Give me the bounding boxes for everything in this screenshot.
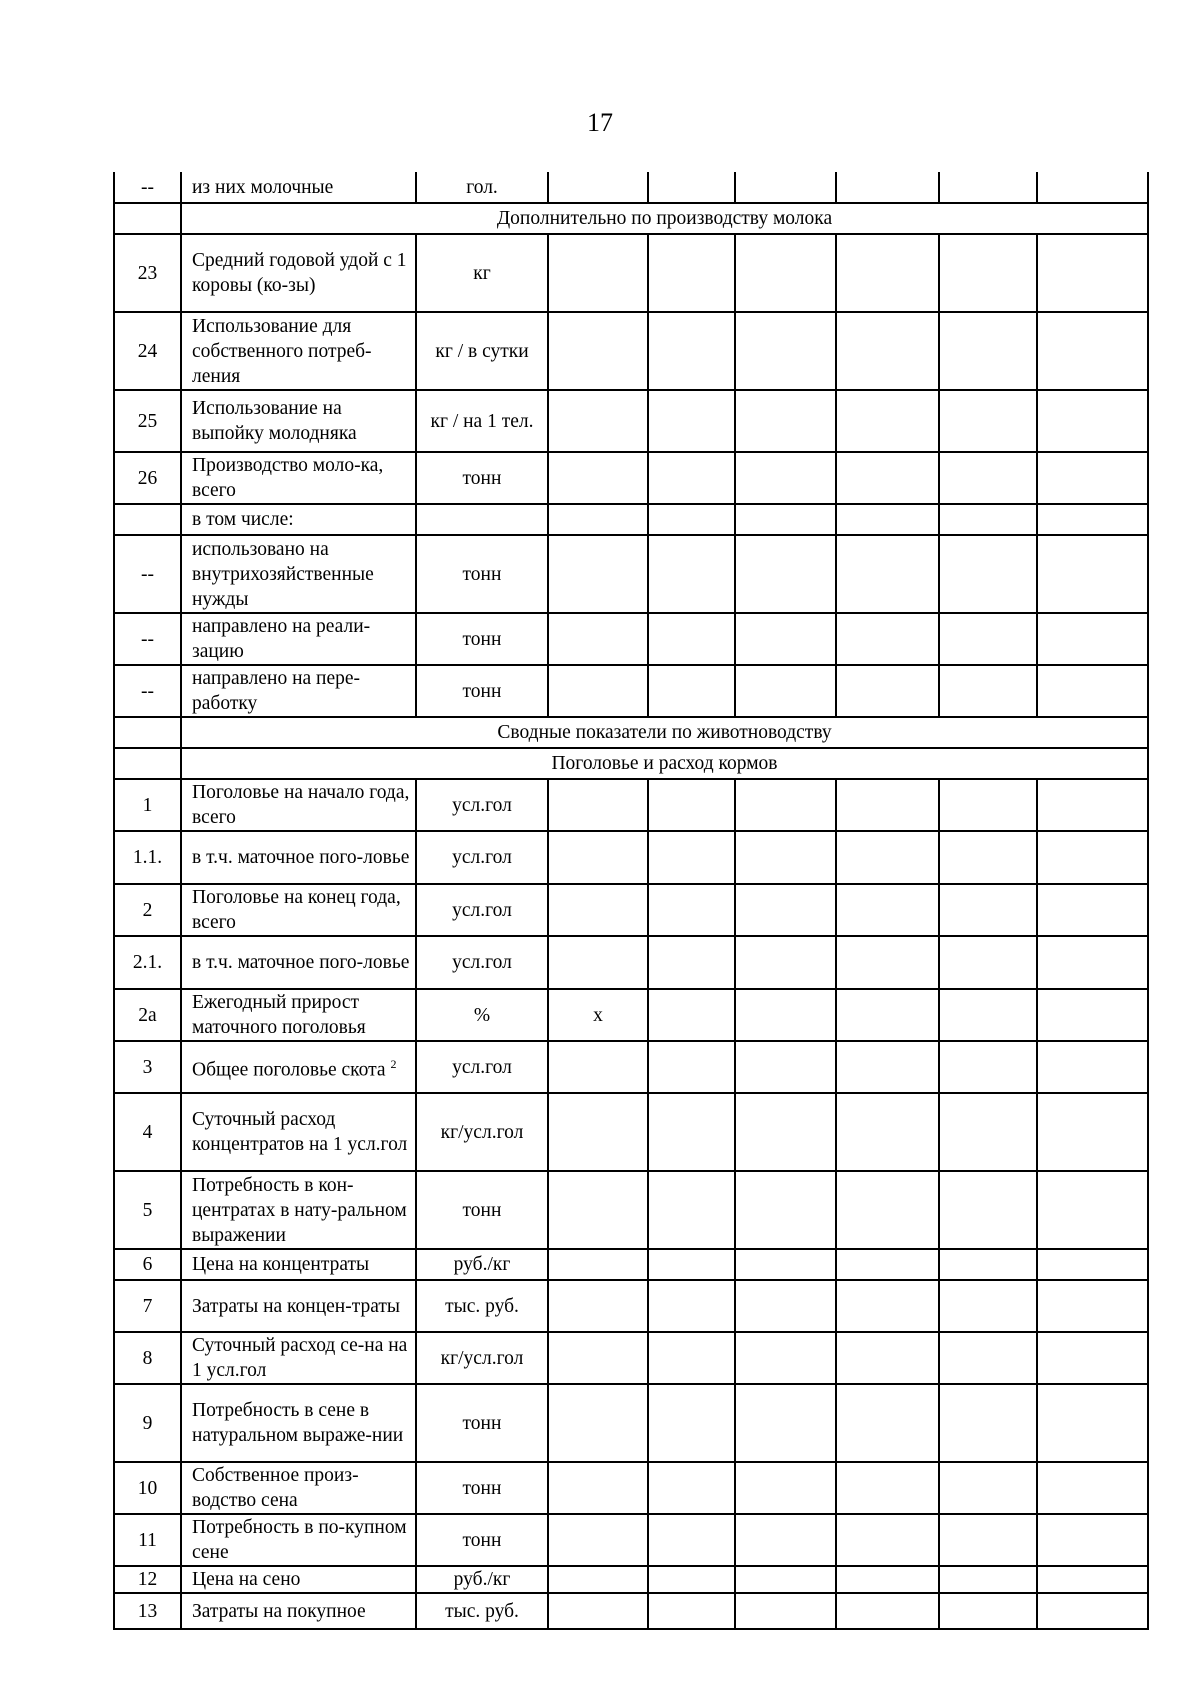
value-cell[interactable] [735,989,836,1041]
value-cell[interactable] [548,665,648,717]
value-cell[interactable] [735,1249,836,1280]
value-cell[interactable] [548,535,648,613]
value-cell[interactable] [735,1566,836,1593]
table-row [114,613,1148,665]
value-cell[interactable] [548,1593,648,1629]
unit-cell: усл.гол [416,884,548,936]
value-cell[interactable] [939,1249,1037,1280]
row-number-cell: 11 [114,1514,181,1566]
value-cell[interactable] [836,1041,939,1093]
value-cell[interactable] [735,1462,836,1514]
indicator-name: Поголовье на начало года, всего [192,782,410,828]
value-cell[interactable] [939,665,1037,717]
value-cell[interactable] [648,1566,735,1593]
value-cell[interactable] [939,1566,1037,1593]
unit-cell [416,504,548,535]
value-cell[interactable] [836,1332,939,1384]
value-cell[interactable] [648,1462,735,1514]
value-cell[interactable] [548,884,648,936]
value-cell[interactable] [735,1384,836,1462]
value-cell[interactable] [836,1593,939,1629]
indicator-name-cell [181,989,416,1041]
value-cell[interactable] [648,535,735,613]
table-row [114,936,1148,989]
value-cell[interactable] [836,1093,939,1171]
value-cell[interactable] [1037,1041,1148,1093]
indicator-name-cell [181,613,416,665]
unit-cell: гол. [416,172,548,203]
value-cell[interactable] [648,1249,735,1280]
value-cell[interactable] [548,831,648,884]
indicator-name-cell [181,1093,416,1171]
value-cell[interactable] [939,1593,1037,1629]
row-number-cell: 2 [114,884,181,936]
value-cell[interactable] [548,1462,648,1514]
value-cell[interactable] [648,390,735,452]
indicator-name-cell [181,1514,416,1566]
table-row [114,989,1148,1041]
value-cell[interactable] [836,504,939,535]
value-cell[interactable] [735,1332,836,1384]
table-row [114,452,1148,504]
value-cell[interactable] [836,779,939,831]
indicator-name: Общее поголовье скота [192,1059,386,1081]
value-cell[interactable] [1037,779,1148,831]
value-cell[interactable] [548,1041,648,1093]
page-number: 17 [587,108,613,137]
value-cell[interactable] [735,613,836,665]
value-cell[interactable] [939,234,1037,312]
unit-cell: кг/усл.гол [416,1332,548,1384]
value-cell[interactable] [735,665,836,717]
indicator-name: Потребность в кон-центратах в нату-ральном выражении [192,1174,407,1246]
value-cell[interactable] [735,936,836,989]
value-cell[interactable] [735,1093,836,1171]
value-cell[interactable] [735,1280,836,1332]
row-number-cell: -- [114,613,181,665]
table-row [114,831,1148,884]
section-heading: Дополнительно по производству молока [181,203,1148,234]
value-cell[interactable] [836,1171,939,1249]
indicator-name-cell [181,1171,416,1249]
unit-cell: тонн [416,1514,548,1566]
value-cell[interactable] [735,1171,836,1249]
indicator-name-cell [181,1593,416,1629]
value-cell[interactable] [939,390,1037,452]
value-cell[interactable] [939,1280,1037,1332]
value-cell[interactable] [836,1384,939,1462]
indicator-name: использовано на внутрихозяйственные нужды [192,538,374,610]
unit-cell: тонн [416,1171,548,1249]
row-number-cell: 7 [114,1280,181,1332]
value-cell[interactable] [735,535,836,613]
row-number-cell: 2.1. [114,936,181,989]
value-cell[interactable] [548,172,648,203]
unit-cell: кг / в сутки [416,312,548,390]
value-cell[interactable] [836,535,939,613]
unit-cell: тыс. руб. [416,1280,548,1332]
value-cell[interactable] [548,312,648,390]
indicator-name-cell [181,779,416,831]
row-number-cell: 13 [114,1593,181,1629]
value-cell[interactable] [735,1041,836,1093]
value-cell[interactable] [648,452,735,504]
value-cell[interactable] [548,1384,648,1462]
value-cell[interactable] [648,1332,735,1384]
indicator-name: Поголовье на конец года, всего [192,887,401,933]
value-cell[interactable] [1037,172,1148,203]
value-cell[interactable] [735,234,836,312]
section-heading: Поголовье и расход кормов [181,748,1148,779]
row-number-cell: 4 [114,1093,181,1171]
table-row [114,1566,1148,1593]
indicator-name: Цена на концентраты [192,1254,370,1275]
value-cell[interactable] [836,1249,939,1280]
value-cell[interactable] [648,234,735,312]
value-cell[interactable] [836,312,939,390]
value-cell[interactable] [648,665,735,717]
table-row [114,1171,1148,1249]
table-row [114,1041,1148,1093]
table-row [114,1593,1148,1629]
indicator-name-cell [181,535,416,613]
indicator-name-cell [181,831,416,884]
value-cell[interactable] [939,1041,1037,1093]
value-cell[interactable] [1037,234,1148,312]
value-cell[interactable] [648,1093,735,1171]
unit-cell: тыс. руб. [416,1593,548,1629]
table-row [114,504,1148,535]
row-number-cell [114,504,181,535]
value-cell[interactable] [1037,1593,1148,1629]
indicator-name-cell [181,504,416,535]
indicator-name-cell [181,1566,416,1593]
value-cell[interactable] [939,613,1037,665]
value-cell[interactable] [1037,989,1148,1041]
value-cell[interactable] [648,1514,735,1566]
value-cell[interactable] [836,452,939,504]
value-cell[interactable] [548,1514,648,1566]
value-cell[interactable] [1037,884,1148,936]
indicator-name: Затраты на концен-траты [192,1295,401,1317]
value-cell[interactable] [939,312,1037,390]
value-cell[interactable] [836,613,939,665]
value-cell[interactable] [836,1462,939,1514]
section-row [114,717,1148,748]
value-cell[interactable] [548,1093,648,1171]
value-cell[interactable] [939,884,1037,936]
value-cell[interactable] [548,779,648,831]
unit-cell: тонн [416,1384,548,1462]
value-cell[interactable] [836,1514,939,1566]
indicator-name: Ежегодный прирост маточного поголовья [192,992,366,1038]
value-cell[interactable] [836,172,939,203]
value-cell[interactable] [648,504,735,535]
indicator-name-cell [181,936,416,989]
value-cell[interactable] [1037,831,1148,884]
indicator-name: Потребность в по-купном сене [192,1517,407,1563]
unit-cell: усл.гол [416,936,548,989]
value-cell[interactable] [1037,390,1148,452]
value-cell[interactable] [1037,535,1148,613]
row-number-cell: 10 [114,1462,181,1514]
value-cell[interactable] [939,936,1037,989]
indicator-name-cell [181,884,416,936]
table-row [114,1384,1148,1462]
value-cell[interactable] [939,779,1037,831]
indicator-name-cell [181,1280,416,1332]
table-row [114,172,1148,203]
table-row [114,1332,1148,1384]
indicator-name: Производство моло-ка, всего [192,455,384,501]
value-cell[interactable] [548,1332,648,1384]
unit-cell: руб./кг [416,1566,548,1593]
value-cell[interactable] [735,390,836,452]
value-cell[interactable] [1037,1566,1148,1593]
row-number-cell [114,203,181,234]
value-cell[interactable] [648,613,735,665]
row-number-cell: 8 [114,1332,181,1384]
row-number-cell: 2а [114,989,181,1041]
indicator-name-cell [181,390,416,452]
value-cell[interactable] [939,535,1037,613]
unit-cell: руб./кг [416,1249,548,1280]
indicator-name: направлено на пере-работку [192,668,361,714]
row-number-cell: -- [114,535,181,613]
indicator-name: в т.ч. маточное пого-ловье [192,847,410,868]
unit-cell: усл.гол [416,831,548,884]
value-cell[interactable] [939,452,1037,504]
indicator-name: Цена на сено [192,1569,301,1590]
value-cell[interactable] [548,1249,648,1280]
row-number-cell [114,748,181,779]
row-number-cell: 3 [114,1041,181,1093]
value-cell[interactable] [1037,613,1148,665]
indicator-name: направлено на реали-зацию [192,616,371,662]
value-cell[interactable] [648,1593,735,1629]
indicator-name: в том числе: [192,509,294,530]
indicator-name: Использование для собственного потреб-ления [192,315,372,387]
unit-cell: тонн [416,665,548,717]
value-cell[interactable] [735,884,836,936]
value-cell[interactable] [836,1566,939,1593]
value-cell[interactable] [836,884,939,936]
unit-cell: % [416,989,548,1041]
row-number-cell: 12 [114,1566,181,1593]
value-cell[interactable] [648,1171,735,1249]
table-row [114,312,1148,390]
row-number-cell: 23 [114,234,181,312]
value-cell[interactable] [836,1280,939,1332]
value-cell[interactable] [1037,1249,1148,1280]
row-number-cell: 1 [114,779,181,831]
indicator-name: Затраты на покупное [192,1600,366,1622]
indicator-name-cell [181,1332,416,1384]
indicator-name: Суточный расход се-на на 1 усл.гол [192,1335,408,1381]
value-cell[interactable] [648,831,735,884]
unit-cell: кг/усл.гол [416,1093,548,1171]
unit-cell: тонн [416,535,548,613]
footnote-marker: 2 [390,1056,397,1071]
table-row [114,1280,1148,1332]
value-cell[interactable] [836,989,939,1041]
value-cell[interactable] [939,1332,1037,1384]
value-cell[interactable] [548,613,648,665]
value-cell[interactable] [548,1280,648,1332]
indicator-name-cell [181,312,416,390]
table-row [114,1093,1148,1171]
value-cell[interactable] [1037,665,1148,717]
row-number-cell [114,717,181,748]
value-cell[interactable] [735,504,836,535]
value-cell[interactable] [648,779,735,831]
value-cell[interactable] [939,989,1037,1041]
indicator-name: Суточный расход концентратов на 1 усл.гол [192,1109,408,1155]
row-number-cell: 6 [114,1249,181,1280]
row-number-cell: 9 [114,1384,181,1462]
unit-cell: тонн [416,452,548,504]
value-cell[interactable] [836,936,939,989]
value-cell[interactable] [548,234,648,312]
table-row [114,665,1148,717]
indicator-name-cell [181,234,416,312]
indicator-name-cell [181,1249,416,1280]
value-cell[interactable] [735,831,836,884]
value-cell[interactable] [1037,1514,1148,1566]
section-row [114,748,1148,779]
row-number-cell: 25 [114,390,181,452]
row-number-cell: -- [114,665,181,717]
table-row [114,1514,1148,1566]
value-cell[interactable] [648,989,735,1041]
value-cell[interactable] [1037,504,1148,535]
value-cell[interactable] [939,504,1037,535]
unit-cell: усл.гол [416,1041,548,1093]
indicator-name: Средний годовой удой с 1 коровы (ко-зы) [192,250,407,296]
table-row [114,1249,1148,1280]
indicator-name: Использование на выпойку молодняка [192,398,357,444]
value-cell[interactable] [1037,1462,1148,1514]
value-cell[interactable] [548,1566,648,1593]
indicator-name-cell [181,665,416,717]
table-row [114,779,1148,831]
unit-cell: усл.гол [416,779,548,831]
value-cell[interactable] [648,312,735,390]
row-number-cell: -- [114,172,181,203]
value-cell[interactable] [735,172,836,203]
value-cell[interactable] [648,884,735,936]
unit-cell: тонн [416,613,548,665]
indicator-name-cell [181,1462,416,1514]
row-number-cell: 5 [114,1171,181,1249]
value-cell[interactable] [836,831,939,884]
data-table [113,172,1149,1630]
table-row [114,390,1148,452]
row-number-cell: 1.1. [114,831,181,884]
value-cell[interactable] [1037,1171,1148,1249]
value-cell[interactable] [648,172,735,203]
value-cell[interactable] [939,1514,1037,1566]
value-cell[interactable] [648,936,735,989]
row-number-cell: 24 [114,312,181,390]
value-cell[interactable] [939,831,1037,884]
value-cell[interactable] [548,390,648,452]
value-cell[interactable] [1037,452,1148,504]
value-cell[interactable] [836,234,939,312]
value-cell[interactable] [548,936,648,989]
value-cell[interactable] [1037,1332,1148,1384]
table-row [114,884,1148,936]
indicator-name: в т.ч. маточное пого-ловье [192,952,410,973]
value-cell[interactable] [1037,1280,1148,1332]
unit-cell: кг [416,234,548,312]
indicator-name-cell [181,1041,416,1093]
value-cell[interactable] [939,1462,1037,1514]
row-number-cell: 26 [114,452,181,504]
value-cell[interactable] [939,172,1037,203]
value-cell[interactable] [735,1593,836,1629]
value-cell[interactable] [548,504,648,535]
section-row [114,203,1148,234]
indicator-name: Потребность в сене в натуральном выраже-нии [192,1400,404,1446]
table-row [114,535,1148,613]
indicator-name-cell [181,452,416,504]
value-cell[interactable] [648,1041,735,1093]
value-cell[interactable] [735,452,836,504]
value-cell[interactable] [548,452,648,504]
unit-cell: тонн [416,1462,548,1514]
value-cell[interactable] [648,1280,735,1332]
value-cell[interactable] [1037,1093,1148,1171]
value-cell[interactable] [735,312,836,390]
indicator-name: Собственное произ-водство сена [192,1465,359,1511]
value-cell[interactable] [1037,312,1148,390]
value-cell[interactable] [735,1514,836,1566]
indicator-name-cell [181,1384,416,1462]
value-cell[interactable] [735,779,836,831]
value-cell[interactable] [939,1093,1037,1171]
table-row [114,1462,1148,1514]
value-cell[interactable] [836,665,939,717]
table-row [114,234,1148,312]
value-cell[interactable] [939,1171,1037,1249]
unit-cell: кг / на 1 тел. [416,390,548,452]
value-cell[interactable] [648,1384,735,1462]
value-cell[interactable] [1037,936,1148,989]
value-cell[interactable] [836,390,939,452]
value-cell[interactable] [939,1384,1037,1462]
value-cell[interactable]: х [548,989,648,1041]
section-heading: Сводные показатели по животноводству [181,717,1148,748]
value-cell[interactable] [548,1171,648,1249]
indicator-name: из них молочные [192,176,334,198]
indicator-name-cell [181,172,416,203]
value-cell[interactable] [1037,1384,1148,1462]
